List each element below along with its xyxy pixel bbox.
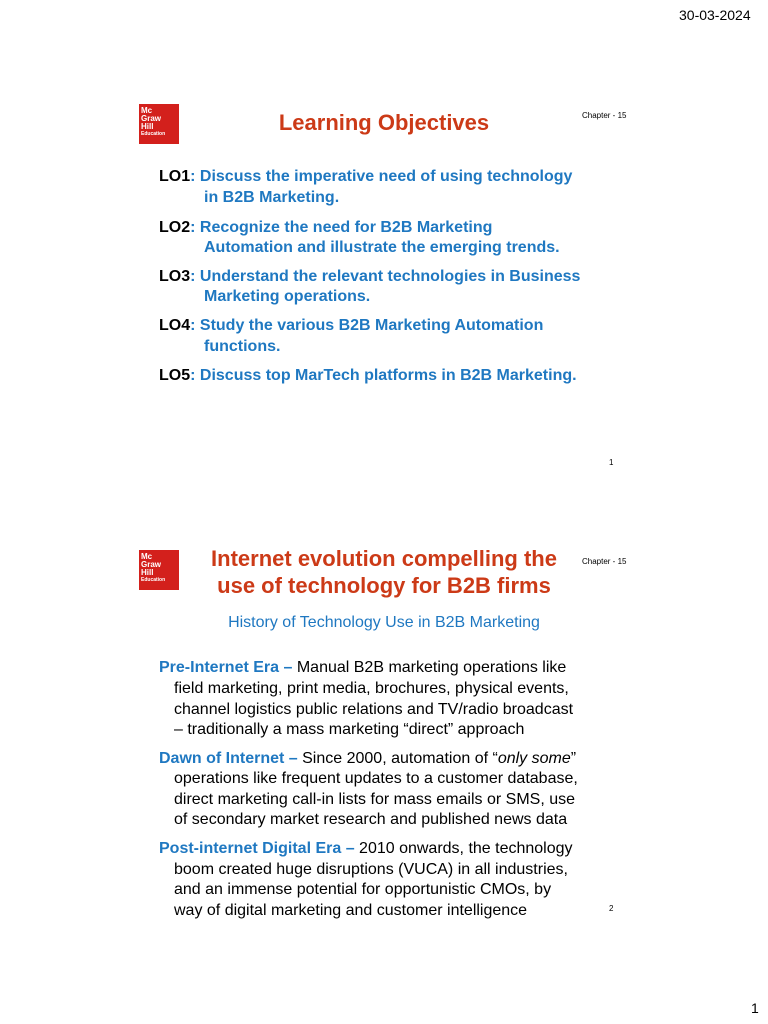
paragraph-first-line: [159, 658, 566, 678]
slide-subtitle: History of Technology Use in B2B Marketing: [228, 614, 540, 631]
page-number: 1: [751, 1000, 759, 1016]
era-label: Post-internet Digital Era –: [159, 840, 355, 857]
paragraph-line: way of digital marketing and customer intelligence: [174, 902, 528, 919]
paragraph-line: – traditionally a mass marketing “direct” approach: [174, 721, 525, 738]
objective-text: : Recognize the need for B2B Marketing: [190, 219, 493, 236]
paragraph-line: field marketing, print media, brochures, physical events,: [174, 680, 569, 697]
paragraph-text: ”: [570, 750, 577, 767]
slide-title-line: Internet evolution compelling the: [211, 546, 557, 571]
logo-line: Graw: [141, 560, 162, 569]
logo-line: Mc: [141, 106, 153, 115]
objective-code: LO1: [159, 168, 191, 185]
paragraph-line: channel logistics public relations and TV/radio broadcast: [174, 701, 574, 718]
objective-code: LO3: [159, 268, 191, 285]
objective-text: : Study the various B2B Marketing Automation: [190, 317, 544, 334]
objective-line: [159, 366, 577, 386]
objective-code: LO2: [159, 219, 191, 236]
objective-code: LO4: [159, 317, 191, 334]
objective-line: Automation and illustrate the emerging trends.: [204, 239, 560, 256]
objective-text: : Understand the relevant technologies in Business: [190, 268, 581, 285]
slide-number: 2: [609, 904, 614, 913]
chapter-label: Chapter - 15: [582, 557, 627, 566]
objective-text: : Discuss the imperative need of using technology: [190, 168, 573, 185]
chapter-label: Chapter - 15: [582, 111, 627, 120]
era-label: Pre-Internet Era –: [159, 659, 293, 676]
emphasis-text: only some: [497, 750, 571, 767]
paragraph-line: operations like frequent updates to a customer database,: [174, 770, 578, 787]
paragraph-text: 2010 onwards, the technology: [354, 840, 573, 857]
logo-line: Graw: [141, 114, 162, 123]
logo-line: Mc: [141, 552, 153, 561]
paragraph-text: Since 2000, automation of “: [297, 750, 498, 767]
objective-line: in B2B Marketing.: [204, 189, 340, 206]
objective-code: LO5: [159, 367, 191, 384]
logo-line: Hill: [141, 568, 154, 577]
objective-line: [159, 316, 543, 336]
slide-title: Learning Objectives: [278, 110, 490, 135]
paragraph-first-line: [159, 839, 573, 859]
paragraph-first-line: [159, 749, 576, 769]
era-label: Dawn of Internet –: [159, 750, 298, 767]
objective-line: functions.: [204, 338, 281, 355]
paragraph-line: of secondary market research and published news data: [174, 811, 568, 828]
objective-line: [159, 167, 572, 187]
paragraph-line: direct marketing call-in lists for mass emails or SMS, use: [174, 791, 575, 808]
objective-text: : Discuss top MarTech platforms in B2B Marketing.: [190, 367, 577, 384]
paragraph-text: Manual B2B marketing operations like: [292, 659, 567, 676]
objective-line: Marketing operations.: [204, 288, 371, 305]
slide-title-line: use of technology for B2B firms: [217, 573, 551, 598]
logo-line: Education: [141, 131, 166, 137]
logo-line: Education: [141, 577, 166, 583]
print-date: 30-03-2024: [679, 7, 751, 23]
paragraph-line: and an immense potential for opportunistic CMOs, by: [174, 881, 552, 898]
paragraph-line: boom created huge disruptions (VUCA) in all industries,: [174, 861, 568, 878]
objective-line: [159, 267, 580, 287]
objective-line: [159, 218, 492, 238]
slide-number: 1: [609, 458, 614, 467]
logo-line: Hill: [141, 122, 154, 131]
